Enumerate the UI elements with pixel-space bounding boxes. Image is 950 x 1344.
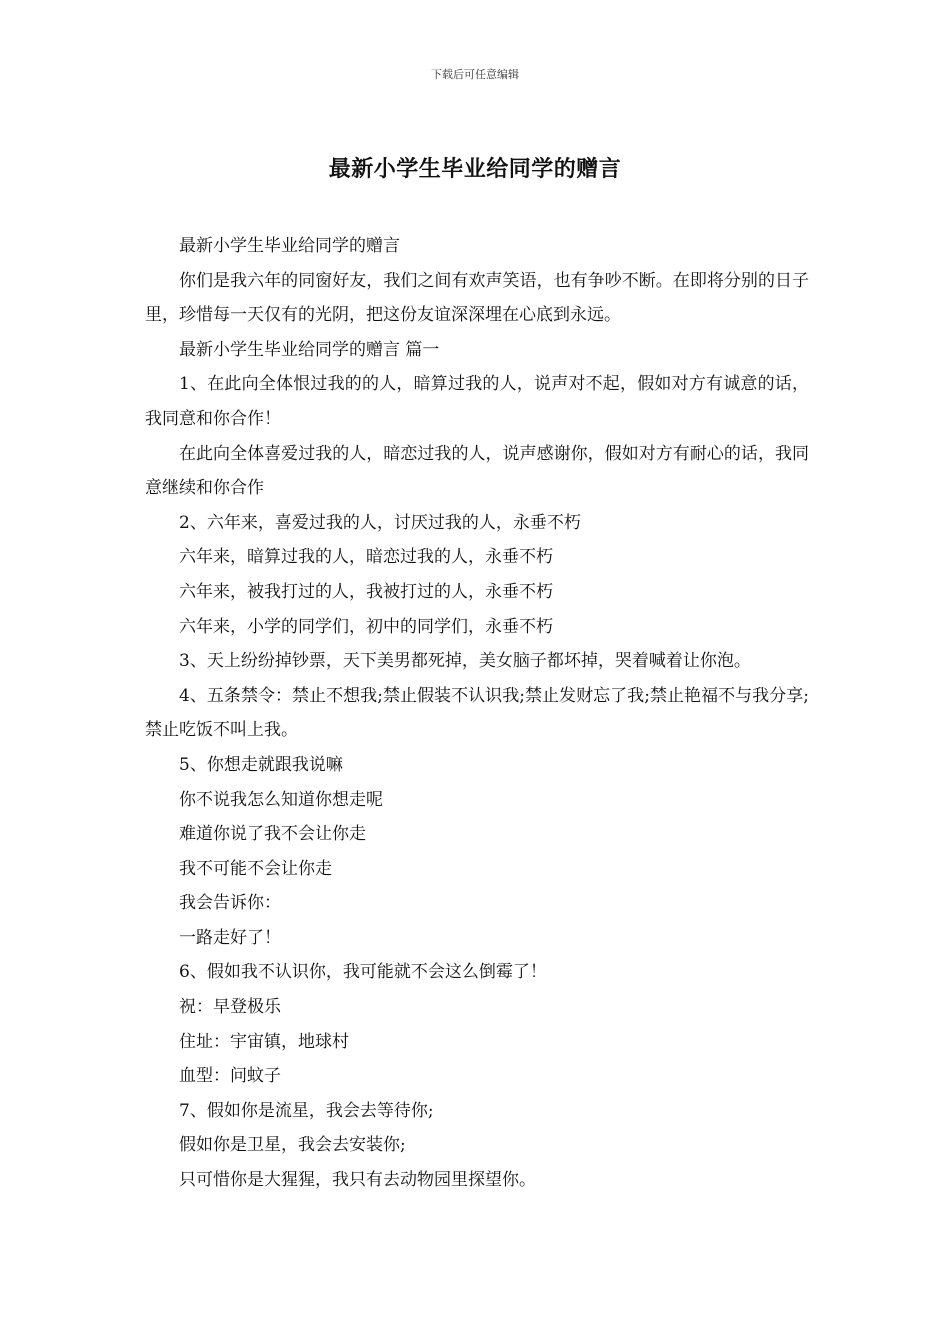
paragraph: 只可惜你是大猩猩，我只有去动物园里探望你。 <box>179 1170 536 1191</box>
paragraph: 1、在此向全体恨过我的的人，暗算过我的人，说声对不起，假如对方有诚意的话，我同意和你合作！ <box>145 374 809 429</box>
paragraph: 5、你想走就跟我说嘛 <box>179 754 343 775</box>
page-header-note: 下载后可任意编辑 <box>431 68 519 81</box>
paragraph: 4、五条禁令：禁止不想我;禁止假装不认识我;禁止发财忘了我;禁止艳福不与我分享;禁止吃饭不叫上我。 <box>145 685 809 741</box>
paragraph: 一路走好了！ <box>179 927 281 948</box>
paragraph: 最新小学生毕业给同学的赠言 篇一 <box>179 339 440 360</box>
paragraph: 血型：问蚊子 <box>179 1066 281 1087</box>
paragraph: 你们是我六年的同窗好友，我们之间有欢声笑语，也有争吵不断。在即将分别的日子里，珍惜每一天仅有的光阴，把这份友谊深深埋在心底到永远。 <box>145 270 809 326</box>
document-title: 最新小学生毕业给同学的赠言 <box>328 156 622 182</box>
paragraph: 难道你说了我不会让你走 <box>179 824 366 845</box>
paragraph: 六年来，暗算过我的人，暗恋过我的人，永垂不朽 <box>179 547 553 568</box>
paragraph: 我不可能不会让你走 <box>179 858 332 879</box>
paragraph: 我会告诉你： <box>179 893 281 914</box>
paragraph: 六年来，被我打过的人，我被打过的人，永垂不朽 <box>179 581 553 602</box>
paragraph: 2、六年来，喜爱过我的人，讨厌过我的人，永垂不朽 <box>179 512 581 533</box>
paragraph: 住址：宇宙镇，地球村 <box>179 1031 349 1052</box>
paragraph: 6、假如我不认识你，我可能就不会这么倒霉了！ <box>179 962 547 983</box>
paragraph: 7、假如你是流星，我会去等待你; <box>179 1100 434 1121</box>
paragraph: 祝：早登极乐 <box>179 997 281 1018</box>
paragraph: 在此向全体喜爱过我的人，暗恋过我的人，说声感谢你，假如对方有耐心的话，我同意继续和你合作 <box>145 443 809 499</box>
paragraph: 假如你是卫星，我会去安装你; <box>179 1135 406 1156</box>
paragraph: 六年来，小学的同学们，初中的同学们，永垂不朽 <box>179 616 553 637</box>
document-body <box>145 229 809 1198</box>
paragraph: 你不说我怎么知道你想走呢 <box>179 789 383 810</box>
paragraph: 3、天上纷纷掉钞票，天下美男都死掉，美女脑子都坏掉，哭着喊着让你泡。 <box>179 651 751 672</box>
paragraph: 最新小学生毕业给同学的赠言 <box>179 236 400 256</box>
